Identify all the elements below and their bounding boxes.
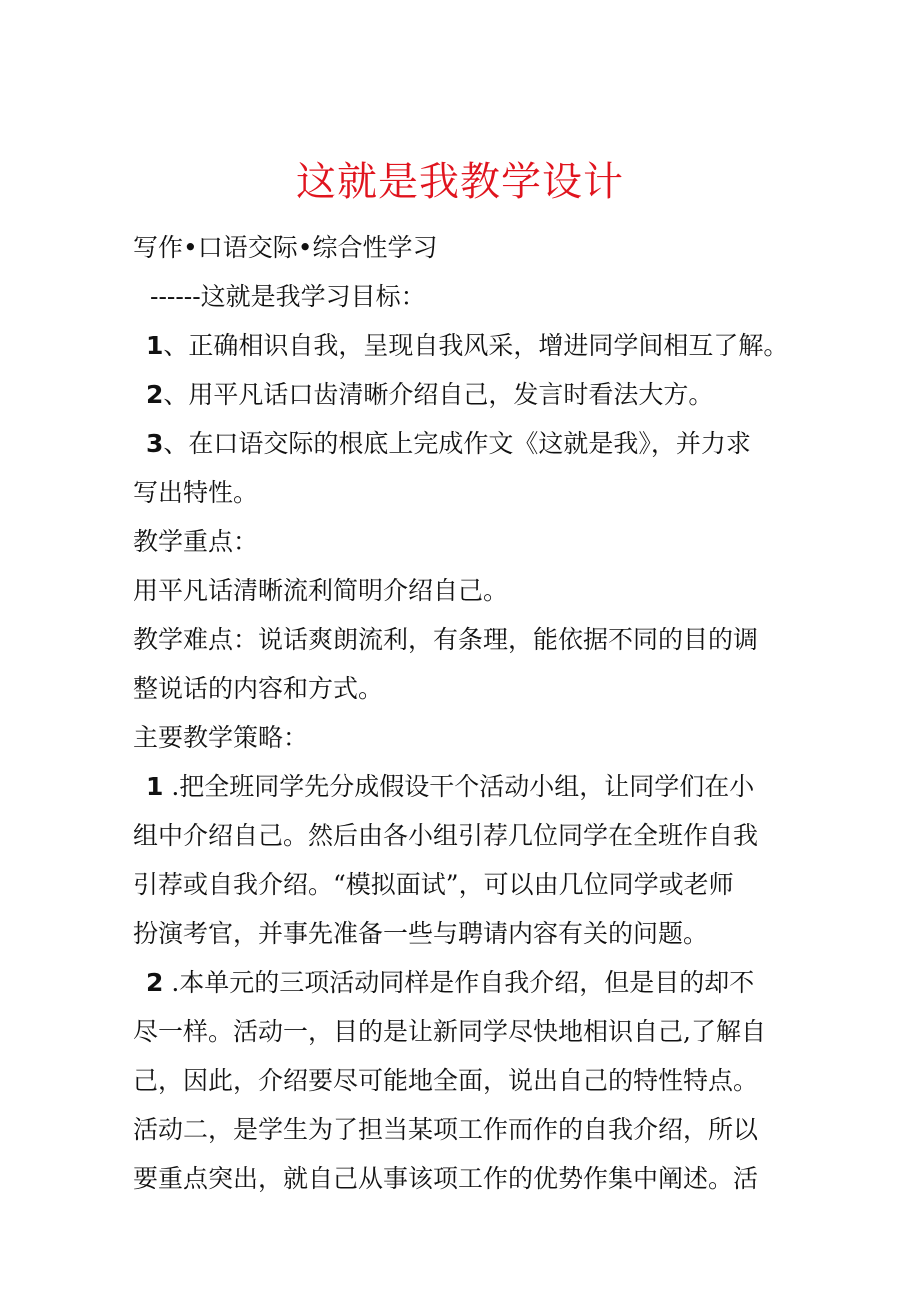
difficulty-line-2: 整说话的内容和方式。 <box>133 674 384 703</box>
strategy-1-line-3: 引荐或自我介绍。“模拟面试”，可以由几位同学或老师 <box>133 870 734 899</box>
strategy-2-line-3: 己，因此，介绍要尽可能地全面，说出自己的特性特点。 <box>133 1066 759 1095</box>
strategy-2-line-5: 要重点突出，就自己从事该项工作的优势作集中阐述。活 <box>133 1164 759 1193</box>
key-point: 用平凡话清晰流利简明介绍自己。 <box>133 576 509 605</box>
objective-3-cont: 写出特性。 <box>133 478 259 507</box>
strategy-2-line-4: 活动二，是学生为了担当某项工作而作的自我介绍，所以 <box>133 1115 759 1144</box>
strategy-1-line-2: 组中介绍自己。然后由各小组引荐几位同学在全班作自我 <box>133 821 759 850</box>
subtitle: 写作•口语交际•综合性学习 <box>133 233 438 262</box>
strategy-1-line-1: 1 .把全班同学先分成假设干个活动小组，让同学们在小 <box>146 772 755 801</box>
page-title: 这就是我教学设计 <box>296 159 624 205</box>
objectives-heading: ------这就是我学习目标： <box>150 282 426 311</box>
key-point-label: 教学重点： <box>133 527 259 556</box>
objective-3: 3、在口语交际的根底上完成作文《这就是我》，并力求 <box>146 429 751 458</box>
strategy-2-line-2: 尽一样。活动一，目的是让新同学尽快地相识自己,了解自 <box>133 1017 766 1046</box>
strategy-1-line-4: 扮演考官，并事先准备一些与聘请内容有关的问题。 <box>133 919 709 948</box>
strategy-2-line-1: 2 .本单元的三项活动同样是作自我介绍，但是目的却不 <box>146 968 755 997</box>
difficulty-line-1: 教学难点：说话爽朗流利，有条理，能依据不同的目的调 <box>133 625 759 654</box>
objective-2: 2、用平凡话口齿清晰介绍自己，发言时看法大方。 <box>146 380 714 409</box>
objective-1: 1、正确相识自我，呈现自我风采，增进同学间相互了解。 <box>146 331 789 360</box>
strategy-label: 主要教学策略： <box>133 723 309 752</box>
